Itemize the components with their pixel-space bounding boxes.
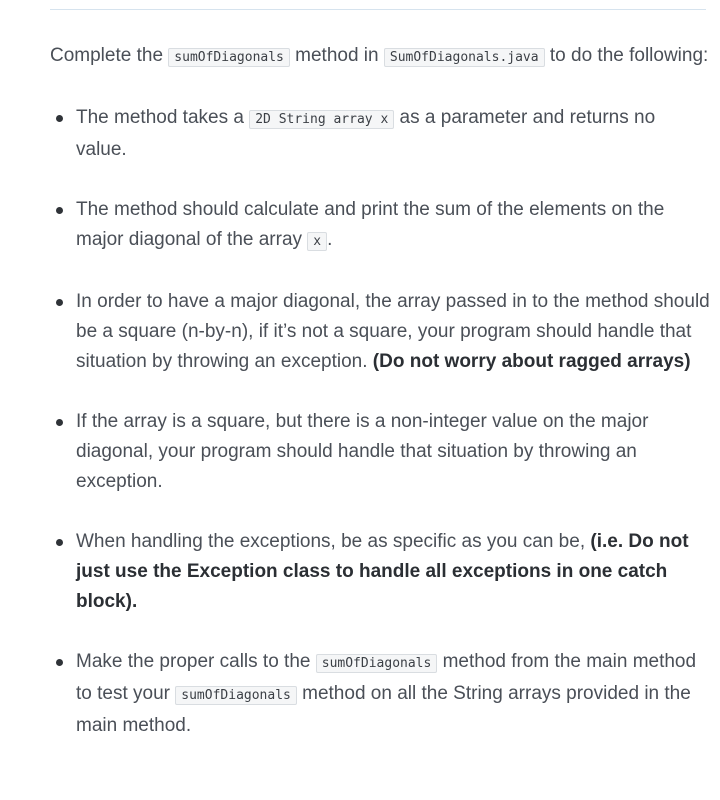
item-text: as a parameter and returns no value. <box>76 107 656 160</box>
item-text: . <box>327 229 333 250</box>
top-divider <box>50 9 706 10</box>
bold-note: (Do not worry about ragged arrays) <box>372 351 691 372</box>
item-text: The method should calculate and print the sum of the elements on the major diagonal of the array <box>76 199 665 250</box>
item-text: method from the main method to test your <box>76 651 697 704</box>
parameter-code: 2D String array x <box>249 110 394 129</box>
array-var-code: x <box>307 232 327 251</box>
bold-note: (i.e. Do not just use the Exception class to handle all exceptions in one catch block). <box>76 531 689 612</box>
method-name-code: sumOfDiagonals <box>316 654 438 673</box>
list-item <box>50 103 710 165</box>
item-text: The method takes a <box>76 107 250 128</box>
file-name-code: SumOfDiagonals.java <box>384 48 545 67</box>
item-text: If the array is a square, but there is a non-integer value on the major diagonal, your program should handle that situation by throwing an exception. <box>76 411 649 492</box>
list-item <box>50 647 710 741</box>
method-name-code: sumOfDiagonals <box>168 48 290 67</box>
item-text: method on all the String arrays provided in the main method. <box>76 683 691 736</box>
intro-text: Complete the <box>50 45 169 66</box>
item-text: When handling the exceptions, be as specific as you can be, <box>76 531 591 552</box>
item-text: In order to have a major diagonal, the array passed in to the method should be a square (n-by-n), if it’s not a square, your program should handle that situation by throwing an exception. <box>76 291 710 372</box>
intro-paragraph <box>50 41 710 73</box>
method-name-code: sumOfDiagonals <box>175 686 297 705</box>
requirements-list <box>50 103 710 741</box>
list-item <box>50 407 710 497</box>
item-text: Make the proper calls to the <box>76 651 316 672</box>
instructions-content <box>50 41 710 741</box>
list-item <box>50 195 710 257</box>
intro-text: to do the following: <box>544 45 709 66</box>
intro-text: method in <box>289 45 384 66</box>
list-item <box>50 527 710 617</box>
list-item <box>50 287 710 377</box>
